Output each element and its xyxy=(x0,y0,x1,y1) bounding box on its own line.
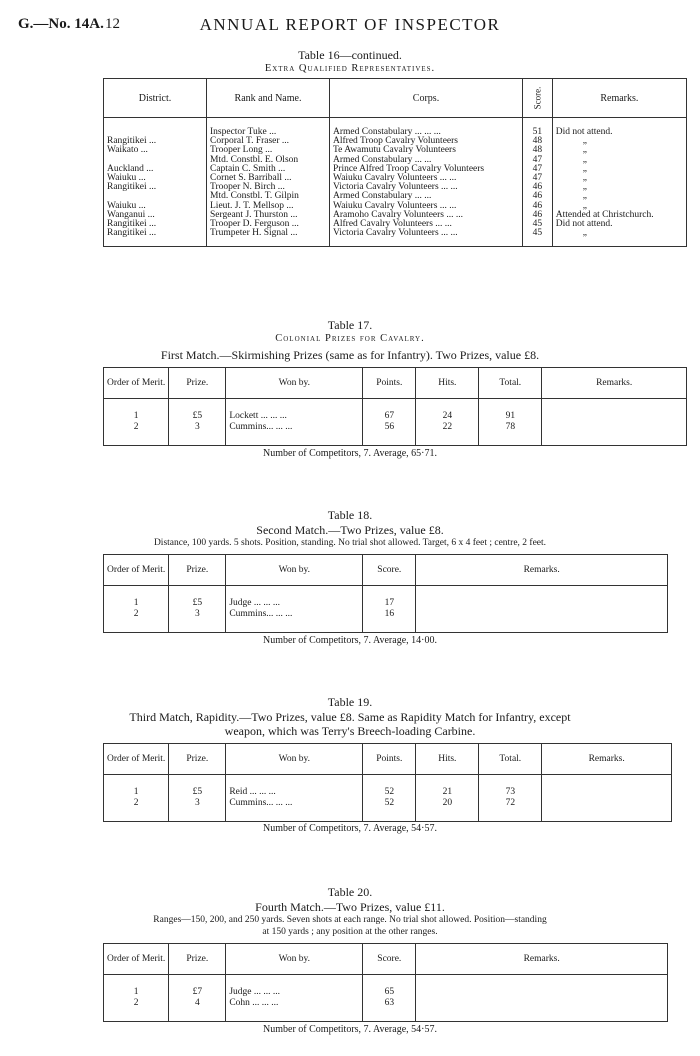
table-row xyxy=(104,399,687,423)
district-cell: Waiuku ... xyxy=(104,174,207,183)
col-score: Score. xyxy=(363,944,416,975)
table-18-conditions: Distance, 100 yards. 5 shots. Position, standing. No trial shot allowed. Target, 6 x 4 feet ; centre, 2 feet. xyxy=(153,538,547,548)
col-prize: Prize. xyxy=(169,555,226,586)
rank-name-cell: Trooper N. Birch ... xyxy=(207,183,330,192)
table-cell: 1 xyxy=(104,586,169,610)
table-row xyxy=(104,229,687,247)
table-cell: 72 xyxy=(479,798,542,822)
remarks-cell xyxy=(542,422,687,446)
table-cell: 65 xyxy=(363,975,416,999)
table-16-title: Table 16—continued. xyxy=(298,48,402,62)
col-remarks: Remarks. xyxy=(552,79,686,118)
table-18-title: Table 18. xyxy=(327,508,373,522)
table-17-subtitle: Colonial Prizes for Cavalry. xyxy=(275,333,425,344)
corps-cell: Armed Constabulary ... ... xyxy=(330,192,523,201)
col-corps: Corps. xyxy=(330,79,523,118)
table-20-description: Fourth Match.—Two Prizes, value £11. xyxy=(255,900,445,914)
score-cell: 45 xyxy=(523,229,553,247)
table-cell: Cummins... ... ... xyxy=(226,609,363,633)
table-cell: £5 xyxy=(169,399,226,423)
rank-name-cell: Lieut. J. T. Mellsop ... xyxy=(207,202,330,211)
table-20-title: Table 20. xyxy=(327,885,373,899)
table-row xyxy=(104,422,687,446)
table-cell: Cummins... ... ... xyxy=(226,798,363,822)
remarks-cell xyxy=(542,775,672,799)
table-18-footer: Number of Competitors, 7. Average, 14·00. xyxy=(263,635,437,646)
table-row xyxy=(104,118,687,138)
table-cell: 52 xyxy=(363,798,416,822)
corps-cell: Victoria Cavalry Volunteers ... ... xyxy=(330,183,523,192)
table-19-description-1: Third Match, Rapidity.—Two Prizes, value £8. Same as Rapidity Match for Infantry, except xyxy=(129,710,571,724)
remarks-cell: „ xyxy=(552,137,686,146)
table-row xyxy=(104,609,668,633)
remarks-cell xyxy=(542,399,687,423)
table-20-conditions-2: at 150 yards ; any position at the other ranges. xyxy=(262,927,438,937)
table-16-subtitle: Extra Qualified Representatives. xyxy=(264,63,436,74)
rank-name-cell: Cornet S. Barriball ... xyxy=(207,174,330,183)
table-19 xyxy=(103,743,672,822)
table-cell: £5 xyxy=(169,586,226,610)
rank-name-cell: Sergeant J. Thurston ... xyxy=(207,211,330,220)
score-cell: 47 xyxy=(523,174,553,183)
remarks-cell xyxy=(416,586,668,610)
col-remarks: Remarks. xyxy=(542,744,672,775)
table-19-title: Table 19. xyxy=(327,695,373,709)
table-18 xyxy=(103,554,668,633)
table-cell: 2 xyxy=(104,422,169,446)
remarks-cell: „ xyxy=(552,156,686,165)
corps-cell: Victoria Cavalry Volunteers ... ... xyxy=(330,229,523,247)
col-order: Order of Merit. xyxy=(104,368,169,399)
remarks-cell: „ xyxy=(552,165,686,174)
table-cell: 22 xyxy=(416,422,479,446)
table-cell: Cohn ... ... ... xyxy=(226,998,363,1022)
district-cell: Waikato ... xyxy=(104,146,207,155)
table-cell: £7 xyxy=(169,975,226,999)
col-score: Score. xyxy=(363,555,416,586)
table-cell: 4 xyxy=(169,998,226,1022)
district-cell: Rangitikei ... xyxy=(104,220,207,229)
table-cell: 16 xyxy=(363,609,416,633)
corps-cell: Alfred Troop Cavalry Volunteers xyxy=(330,137,523,146)
remarks-cell: Did not attend. xyxy=(552,220,686,229)
table-cell: 67 xyxy=(363,399,416,423)
district-cell: Rangitikei ... xyxy=(104,229,207,247)
col-hits: Hits. xyxy=(416,368,479,399)
remarks-cell xyxy=(416,609,668,633)
col-prize: Prize. xyxy=(169,744,226,775)
table-cell: 2 xyxy=(104,609,169,633)
col-order: Order of Merit. xyxy=(104,944,169,975)
score-cell: 46 xyxy=(523,211,553,220)
district-cell: Waiuku ... xyxy=(104,202,207,211)
table-cell: 56 xyxy=(363,422,416,446)
district-cell: Auckland ... xyxy=(104,165,207,174)
table-cell: 3 xyxy=(169,609,226,633)
col-hits: Hits. xyxy=(416,744,479,775)
corps-cell: Waiuku Cavalry Volunteers ... ... xyxy=(330,174,523,183)
remarks-cell: „ xyxy=(552,202,686,211)
col-order: Order of Merit. xyxy=(104,744,169,775)
corps-cell: Prince Alfred Troop Cavalry Volunteers xyxy=(330,165,523,174)
table-cell: 1 xyxy=(104,399,169,423)
remarks-cell: „ xyxy=(552,229,686,247)
score-cell: 46 xyxy=(523,192,553,201)
table-cell: 24 xyxy=(416,399,479,423)
corps-cell: Armed Constabulary ... ... xyxy=(330,156,523,165)
corps-cell: Aramoho Cavalry Volunteers ... ... xyxy=(330,211,523,220)
table-cell: 73 xyxy=(479,775,542,799)
remarks-cell: „ xyxy=(552,174,686,183)
score-cell: 45 xyxy=(523,220,553,229)
table-cell: 3 xyxy=(169,422,226,446)
score-cell: 48 xyxy=(523,137,553,146)
corps-cell: Armed Constabulary ... ... ... xyxy=(330,118,523,138)
col-won-by: Won by. xyxy=(226,368,363,399)
table-cell: 1 xyxy=(104,975,169,999)
table-cell: 78 xyxy=(479,422,542,446)
table-19-footer: Number of Competitors, 7. Average, 54·57. xyxy=(263,823,437,834)
rank-name-cell: Mtd. Constbl. E. Olson xyxy=(207,156,330,165)
col-points: Points. xyxy=(363,744,416,775)
district-cell: Rangitikei ... xyxy=(104,183,207,192)
col-points: Points. xyxy=(363,368,416,399)
col-won-by: Won by. xyxy=(226,555,363,586)
table-cell: Judge ... ... ... xyxy=(226,975,363,999)
corps-cell: Alfred Cavalry Volunteers ... ... xyxy=(330,220,523,229)
table-cell: 2 xyxy=(104,998,169,1022)
table-cell: 1 xyxy=(104,775,169,799)
table-17-title: Table 17. xyxy=(327,318,373,332)
col-remarks: Remarks. xyxy=(416,944,668,975)
page-number: 12 xyxy=(105,16,120,32)
table-16 xyxy=(103,78,687,247)
table-17 xyxy=(103,367,687,446)
col-won-by: Won by. xyxy=(226,944,363,975)
table-17-footer: Number of Competitors, 7. Average, 65·71. xyxy=(263,448,437,459)
col-district: District. xyxy=(104,79,207,118)
remarks-cell: „ xyxy=(552,183,686,192)
score-cell: 46 xyxy=(523,183,553,192)
page-title: ANNUAL REPORT OF INSPECTOR xyxy=(199,15,501,34)
rank-name-cell: Trooper D. Ferguson ... xyxy=(207,220,330,229)
table-row xyxy=(104,975,668,999)
col-remarks: Remarks. xyxy=(542,368,687,399)
col-prize: Prize. xyxy=(169,368,226,399)
remarks-cell: Attended at Christchurch. xyxy=(552,211,686,220)
rank-name-cell: Captain C. Smith ... xyxy=(207,165,330,174)
table-cell: Judge ... ... ... xyxy=(226,586,363,610)
col-total: Total. xyxy=(479,368,542,399)
table-cell: 20 xyxy=(416,798,479,822)
corps-cell: Waiuku Cavalry Volunteers ... ... xyxy=(330,202,523,211)
rank-name-cell: Corporal T. Fraser ... xyxy=(207,137,330,146)
remarks-cell xyxy=(416,998,668,1022)
table-20 xyxy=(103,943,668,1022)
table-cell: 21 xyxy=(416,775,479,799)
col-rank-name: Rank and Name. xyxy=(207,79,330,118)
table-row xyxy=(104,586,668,610)
col-remarks: Remarks. xyxy=(416,555,668,586)
score-cell: 48 xyxy=(523,146,553,155)
remarks-cell xyxy=(416,975,668,999)
score-cell: 47 xyxy=(523,156,553,165)
table-19-description-2: weapon, which was Terry's Breech-loading Carbine. xyxy=(224,724,476,738)
score-cell: 51 xyxy=(523,118,553,138)
col-order: Order of Merit. xyxy=(104,555,169,586)
table-cell: 63 xyxy=(363,998,416,1022)
col-total: Total. xyxy=(479,744,542,775)
document-reference: G.—No. 14A. xyxy=(18,16,104,32)
table-cell: 17 xyxy=(363,586,416,610)
table-cell: 3 xyxy=(169,798,226,822)
remarks-cell: „ xyxy=(552,146,686,155)
rank-name-cell: Trumpeter H. Signal ... xyxy=(207,229,330,247)
remarks-cell: „ xyxy=(552,192,686,201)
table-cell: £5 xyxy=(169,775,226,799)
table-row xyxy=(104,998,668,1022)
remarks-cell: Did not attend. xyxy=(552,118,686,138)
col-won-by: Won by. xyxy=(226,744,363,775)
col-score: Score. xyxy=(523,79,553,118)
score-cell: 46 xyxy=(523,202,553,211)
table-cell: 91 xyxy=(479,399,542,423)
remarks-cell xyxy=(542,798,672,822)
table-row xyxy=(104,775,672,799)
table-cell: Reid ... ... ... xyxy=(226,775,363,799)
corps-cell: Te Awamutu Cavalry Volunteers xyxy=(330,146,523,155)
table-20-conditions-1: Ranges—150, 200, and 250 yards. Seven shots at each range. No trial shot allowed. Position—standing xyxy=(153,915,547,925)
table-cell: Cummins... ... ... xyxy=(226,422,363,446)
rank-name-cell: Mtd. Constbl. T. Gilpin xyxy=(207,192,330,201)
district-cell: Rangitikei ... xyxy=(104,137,207,146)
table-17-description: First Match.—Skirmishing Prizes (same as for Infantry). Two Prizes, value £8. xyxy=(160,348,540,362)
table-20-footer: Number of Competitors, 7. Average, 54·57. xyxy=(263,1024,437,1035)
score-cell: 47 xyxy=(523,165,553,174)
rank-name-cell: Inspector Tuke ... xyxy=(207,118,330,138)
rank-name-cell: Trooper Long ... xyxy=(207,146,330,155)
table-18-description: Second Match.—Two Prizes, value £8. xyxy=(256,523,444,537)
table-row xyxy=(104,798,672,822)
table-cell: 52 xyxy=(363,775,416,799)
table-cell: Lockett ... ... ... xyxy=(226,399,363,423)
col-prize: Prize. xyxy=(169,944,226,975)
district-cell xyxy=(104,118,207,138)
table-cell: 2 xyxy=(104,798,169,822)
district-cell: Wanganui ... xyxy=(104,211,207,220)
